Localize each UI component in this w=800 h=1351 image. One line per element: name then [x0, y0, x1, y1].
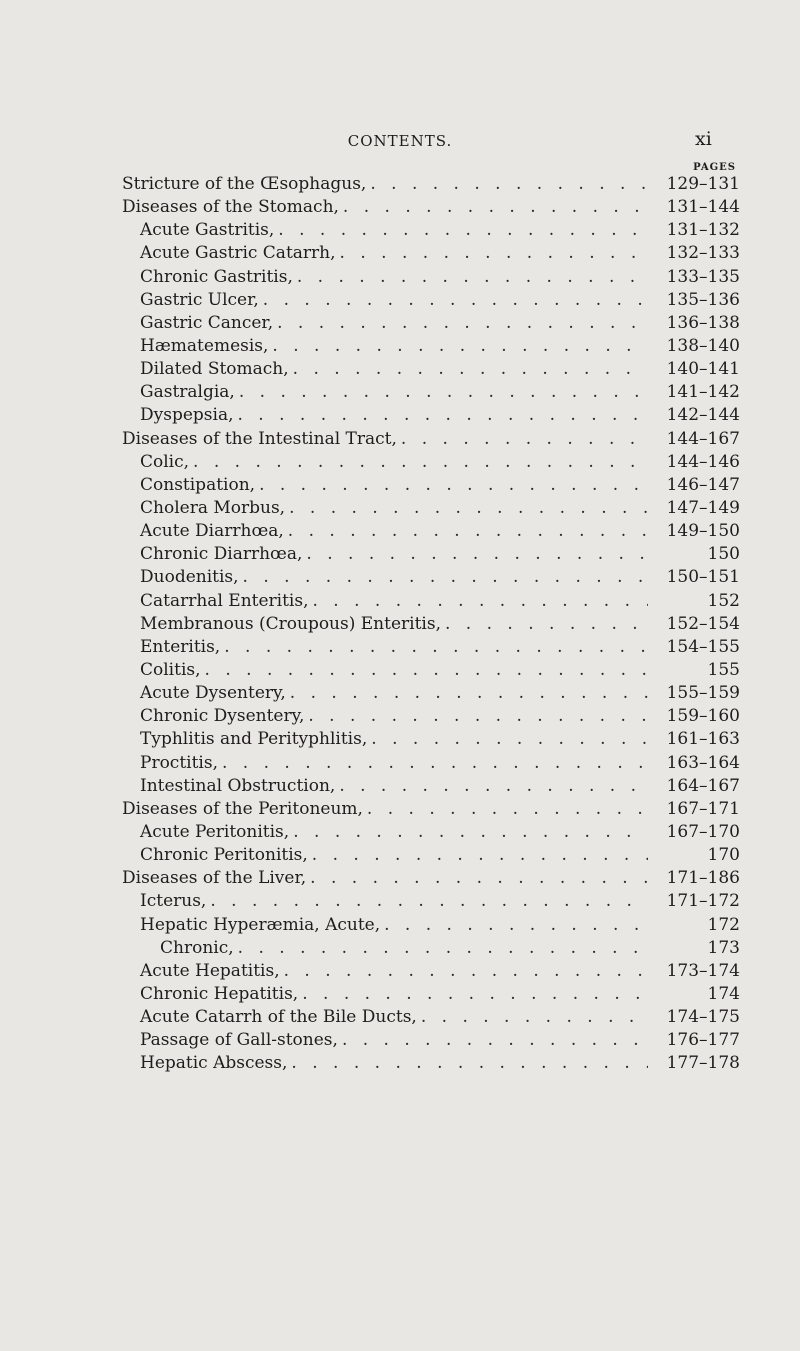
toc-entry-pages: 147–149 — [666, 497, 740, 518]
toc-entry — [122, 914, 740, 937]
toc-entry-pages: 172 — [707, 914, 740, 935]
toc-entry — [122, 474, 740, 497]
toc-entry — [122, 196, 740, 219]
dot-leader — [308, 705, 648, 728]
toc-entry — [122, 937, 740, 960]
dot-leader — [293, 358, 648, 381]
toc-entry-title: Hepatic Abscess, — [140, 1053, 288, 1074]
dot-leader — [445, 613, 648, 636]
toc-entry-pages: 174 — [707, 983, 740, 1004]
toc-entry-pages: 173–174 — [666, 960, 740, 981]
dot-leader — [284, 960, 648, 983]
toc-entry — [122, 173, 740, 196]
dot-leader — [243, 566, 648, 589]
toc-entry-title: Gastric Cancer, — [140, 312, 274, 333]
toc-entry-title: Chronic Gastritis, — [140, 266, 293, 287]
running-title: CONTENTS. — [347, 132, 453, 150]
toc-entry-title: Acute Gastritis, — [140, 220, 275, 241]
toc-entry — [122, 404, 740, 427]
toc-entry — [122, 289, 740, 312]
toc-entry-pages: 155 — [707, 659, 740, 680]
toc-entry — [122, 983, 740, 1006]
dot-leader — [310, 867, 648, 890]
toc-entry-title: Acute Dysentery, — [140, 683, 286, 704]
toc-entry-pages: 152–154 — [666, 613, 740, 634]
toc-entry-title: Diseases of the Stomach, — [122, 197, 339, 218]
toc-entry-title: Chronic, — [160, 937, 234, 958]
toc-entry — [122, 1052, 740, 1075]
toc-entry — [122, 242, 740, 265]
dot-leader — [370, 173, 648, 196]
toc-entry-pages: 171–172 — [666, 891, 740, 912]
toc-entry-title: Constipation, — [140, 474, 256, 495]
dot-leader — [278, 219, 648, 242]
toc-entry-pages: 164–167 — [666, 775, 740, 796]
dot-leader — [288, 520, 648, 543]
toc-entry — [122, 520, 740, 543]
toc-entry-pages: 173 — [707, 937, 740, 958]
toc-entry — [122, 775, 740, 798]
dot-leader — [290, 682, 648, 705]
toc-entry — [122, 844, 740, 867]
page-number: xi — [695, 128, 712, 150]
toc-entry — [122, 590, 740, 613]
toc-entry-title: Chronic Diarrhœa, — [140, 544, 303, 565]
toc-entry-pages: 159–160 — [666, 706, 740, 727]
toc-entry-pages: 135–136 — [666, 289, 740, 310]
dot-leader — [224, 636, 648, 659]
toc-entry-title: Passage of Gall-stones, — [140, 1030, 338, 1051]
toc-entry — [122, 428, 740, 451]
dot-leader — [277, 312, 648, 335]
toc-entry — [122, 728, 740, 751]
toc-entry-title: Dilated Stomach, — [140, 359, 289, 380]
toc-entry — [122, 312, 740, 335]
dot-leader — [384, 914, 648, 937]
toc-entry-title: Acute Gastric Catarrh, — [140, 243, 336, 264]
toc-entry-title: Catarrhal Enteritis, — [140, 590, 309, 611]
dot-leader — [259, 474, 648, 497]
table-of-contents — [122, 173, 740, 1075]
dot-leader — [343, 196, 648, 219]
dot-leader — [193, 451, 648, 474]
dot-leader — [342, 1029, 648, 1052]
toc-entry — [122, 543, 740, 566]
dot-leader — [339, 775, 648, 798]
toc-entry-pages: 133–135 — [666, 266, 740, 287]
toc-entry — [122, 613, 740, 636]
toc-entry-pages: 144–146 — [666, 451, 740, 472]
toc-entry — [122, 381, 740, 404]
dot-leader — [263, 289, 648, 312]
dot-leader — [289, 497, 648, 520]
dot-leader — [239, 381, 648, 404]
toc-entry-title: Colic, — [140, 451, 190, 472]
dot-leader — [340, 242, 648, 265]
toc-entry-pages: 163–164 — [666, 752, 740, 773]
toc-entry-title: Duodenitis, — [140, 567, 239, 588]
toc-entry — [122, 821, 740, 844]
dot-leader — [302, 983, 648, 1006]
dot-leader — [297, 266, 648, 289]
toc-entry-title: Membranous (Croupous) Enteritis, — [140, 613, 441, 634]
toc-entry — [122, 682, 740, 705]
toc-entry — [122, 451, 740, 474]
toc-entry-pages: 176–177 — [666, 1030, 740, 1051]
toc-entry-title: Intestinal Obstruction, — [140, 775, 336, 796]
toc-entry-title: Acute Peritonitis, — [140, 821, 290, 842]
dot-leader — [291, 1052, 648, 1075]
toc-entry-pages: 141–142 — [666, 382, 740, 403]
toc-entry-pages: 146–147 — [666, 474, 740, 495]
page-header — [0, 128, 800, 154]
toc-entry — [122, 566, 740, 589]
toc-entry-pages: 131–132 — [666, 220, 740, 241]
pages-column-heading: PAGES — [693, 162, 736, 173]
toc-entry-title: Diseases of the Peritoneum, — [122, 798, 363, 819]
toc-entry — [122, 636, 740, 659]
toc-entry-title: Chronic Dysentery, — [140, 706, 305, 727]
toc-entry-title: Gastric Ulcer, — [140, 289, 259, 310]
dot-leader — [401, 428, 648, 451]
toc-entry-pages: 142–144 — [666, 405, 740, 426]
toc-entry — [122, 219, 740, 242]
toc-entry — [122, 752, 740, 775]
toc-entry-title: Hæmatemesis, — [140, 335, 269, 356]
toc-entry-pages: 129–131 — [666, 174, 740, 194]
toc-entry — [122, 266, 740, 289]
toc-entry-pages: 136–138 — [666, 312, 740, 333]
toc-entry-pages: 170 — [707, 845, 740, 866]
toc-entry-title: Chronic Hepatitis, — [140, 983, 299, 1004]
dot-leader — [205, 659, 648, 682]
dot-leader — [222, 752, 648, 775]
dot-leader — [293, 821, 648, 844]
toc-entry — [122, 659, 740, 682]
toc-entry — [122, 358, 740, 381]
toc-entry-title: Hepatic Hyperæmia, Acute, — [140, 914, 381, 935]
toc-entry-pages: 155–159 — [666, 683, 740, 704]
toc-entry-pages: 152 — [707, 590, 740, 611]
toc-entry — [122, 867, 740, 890]
toc-entry-title: Proctitis, — [140, 752, 218, 773]
dot-leader — [306, 543, 648, 566]
toc-entry-pages: 167–170 — [666, 821, 740, 842]
toc-entry-title: Chronic Peritonitis, — [140, 845, 308, 866]
toc-entry — [122, 890, 740, 913]
dot-leader — [371, 728, 648, 751]
toc-entry-title: Acute Hepatitis, — [140, 960, 280, 981]
toc-entry-pages: 150 — [707, 544, 740, 565]
toc-entry-title: Dyspepsia, — [140, 405, 234, 426]
toc-entry-pages: 171–186 — [666, 868, 740, 889]
toc-entry — [122, 335, 740, 358]
dot-leader — [272, 335, 648, 358]
toc-entry-title: Diseases of the Intestinal Tract, — [122, 428, 397, 449]
toc-entry-title: Acute Diarrhœa, — [140, 521, 284, 542]
toc-entry-pages: 131–144 — [666, 197, 740, 218]
toc-entry-title: Diseases of the Liver, — [122, 868, 307, 889]
toc-entry-title: Acute Catarrh of the Bile Ducts, — [140, 1007, 417, 1028]
toc-entry-pages: 154–155 — [666, 636, 740, 657]
toc-entry — [122, 1029, 740, 1052]
dot-leader — [367, 798, 648, 821]
toc-entry-pages: 161–163 — [666, 729, 740, 750]
dot-leader — [210, 890, 648, 913]
toc-entry — [122, 705, 740, 728]
toc-entry-pages: 132–133 — [666, 243, 740, 264]
toc-entry-title: Stricture of the Œsophagus, — [122, 174, 367, 194]
dot-leader — [238, 937, 648, 960]
dot-leader — [237, 404, 648, 427]
toc-entry-pages: 167–171 — [666, 798, 740, 819]
toc-entry-title: Enteritis, — [140, 636, 221, 657]
toc-entry-pages: 138–140 — [666, 335, 740, 356]
toc-entry-title: Cholera Morbus, — [140, 497, 286, 518]
toc-entry — [122, 798, 740, 821]
toc-entry-pages: 144–167 — [666, 428, 740, 449]
toc-entry-pages: 174–175 — [666, 1007, 740, 1028]
toc-entry — [122, 960, 740, 983]
dot-leader — [421, 1006, 648, 1029]
toc-entry-title: Gastralgia, — [140, 382, 235, 403]
dot-leader — [312, 844, 648, 867]
dot-leader — [313, 590, 649, 613]
toc-entry — [122, 1006, 740, 1029]
toc-entry-title: Icterus, — [140, 891, 207, 912]
toc-entry — [122, 497, 740, 520]
toc-entry-pages: 150–151 — [666, 567, 740, 588]
toc-entry-title: Colitis, — [140, 659, 201, 680]
toc-entry-pages: 177–178 — [666, 1053, 740, 1074]
toc-entry-title: Typhlitis and Perityphlitis, — [140, 729, 368, 750]
toc-entry-pages: 149–150 — [666, 521, 740, 542]
toc-entry-pages: 140–141 — [666, 359, 740, 380]
